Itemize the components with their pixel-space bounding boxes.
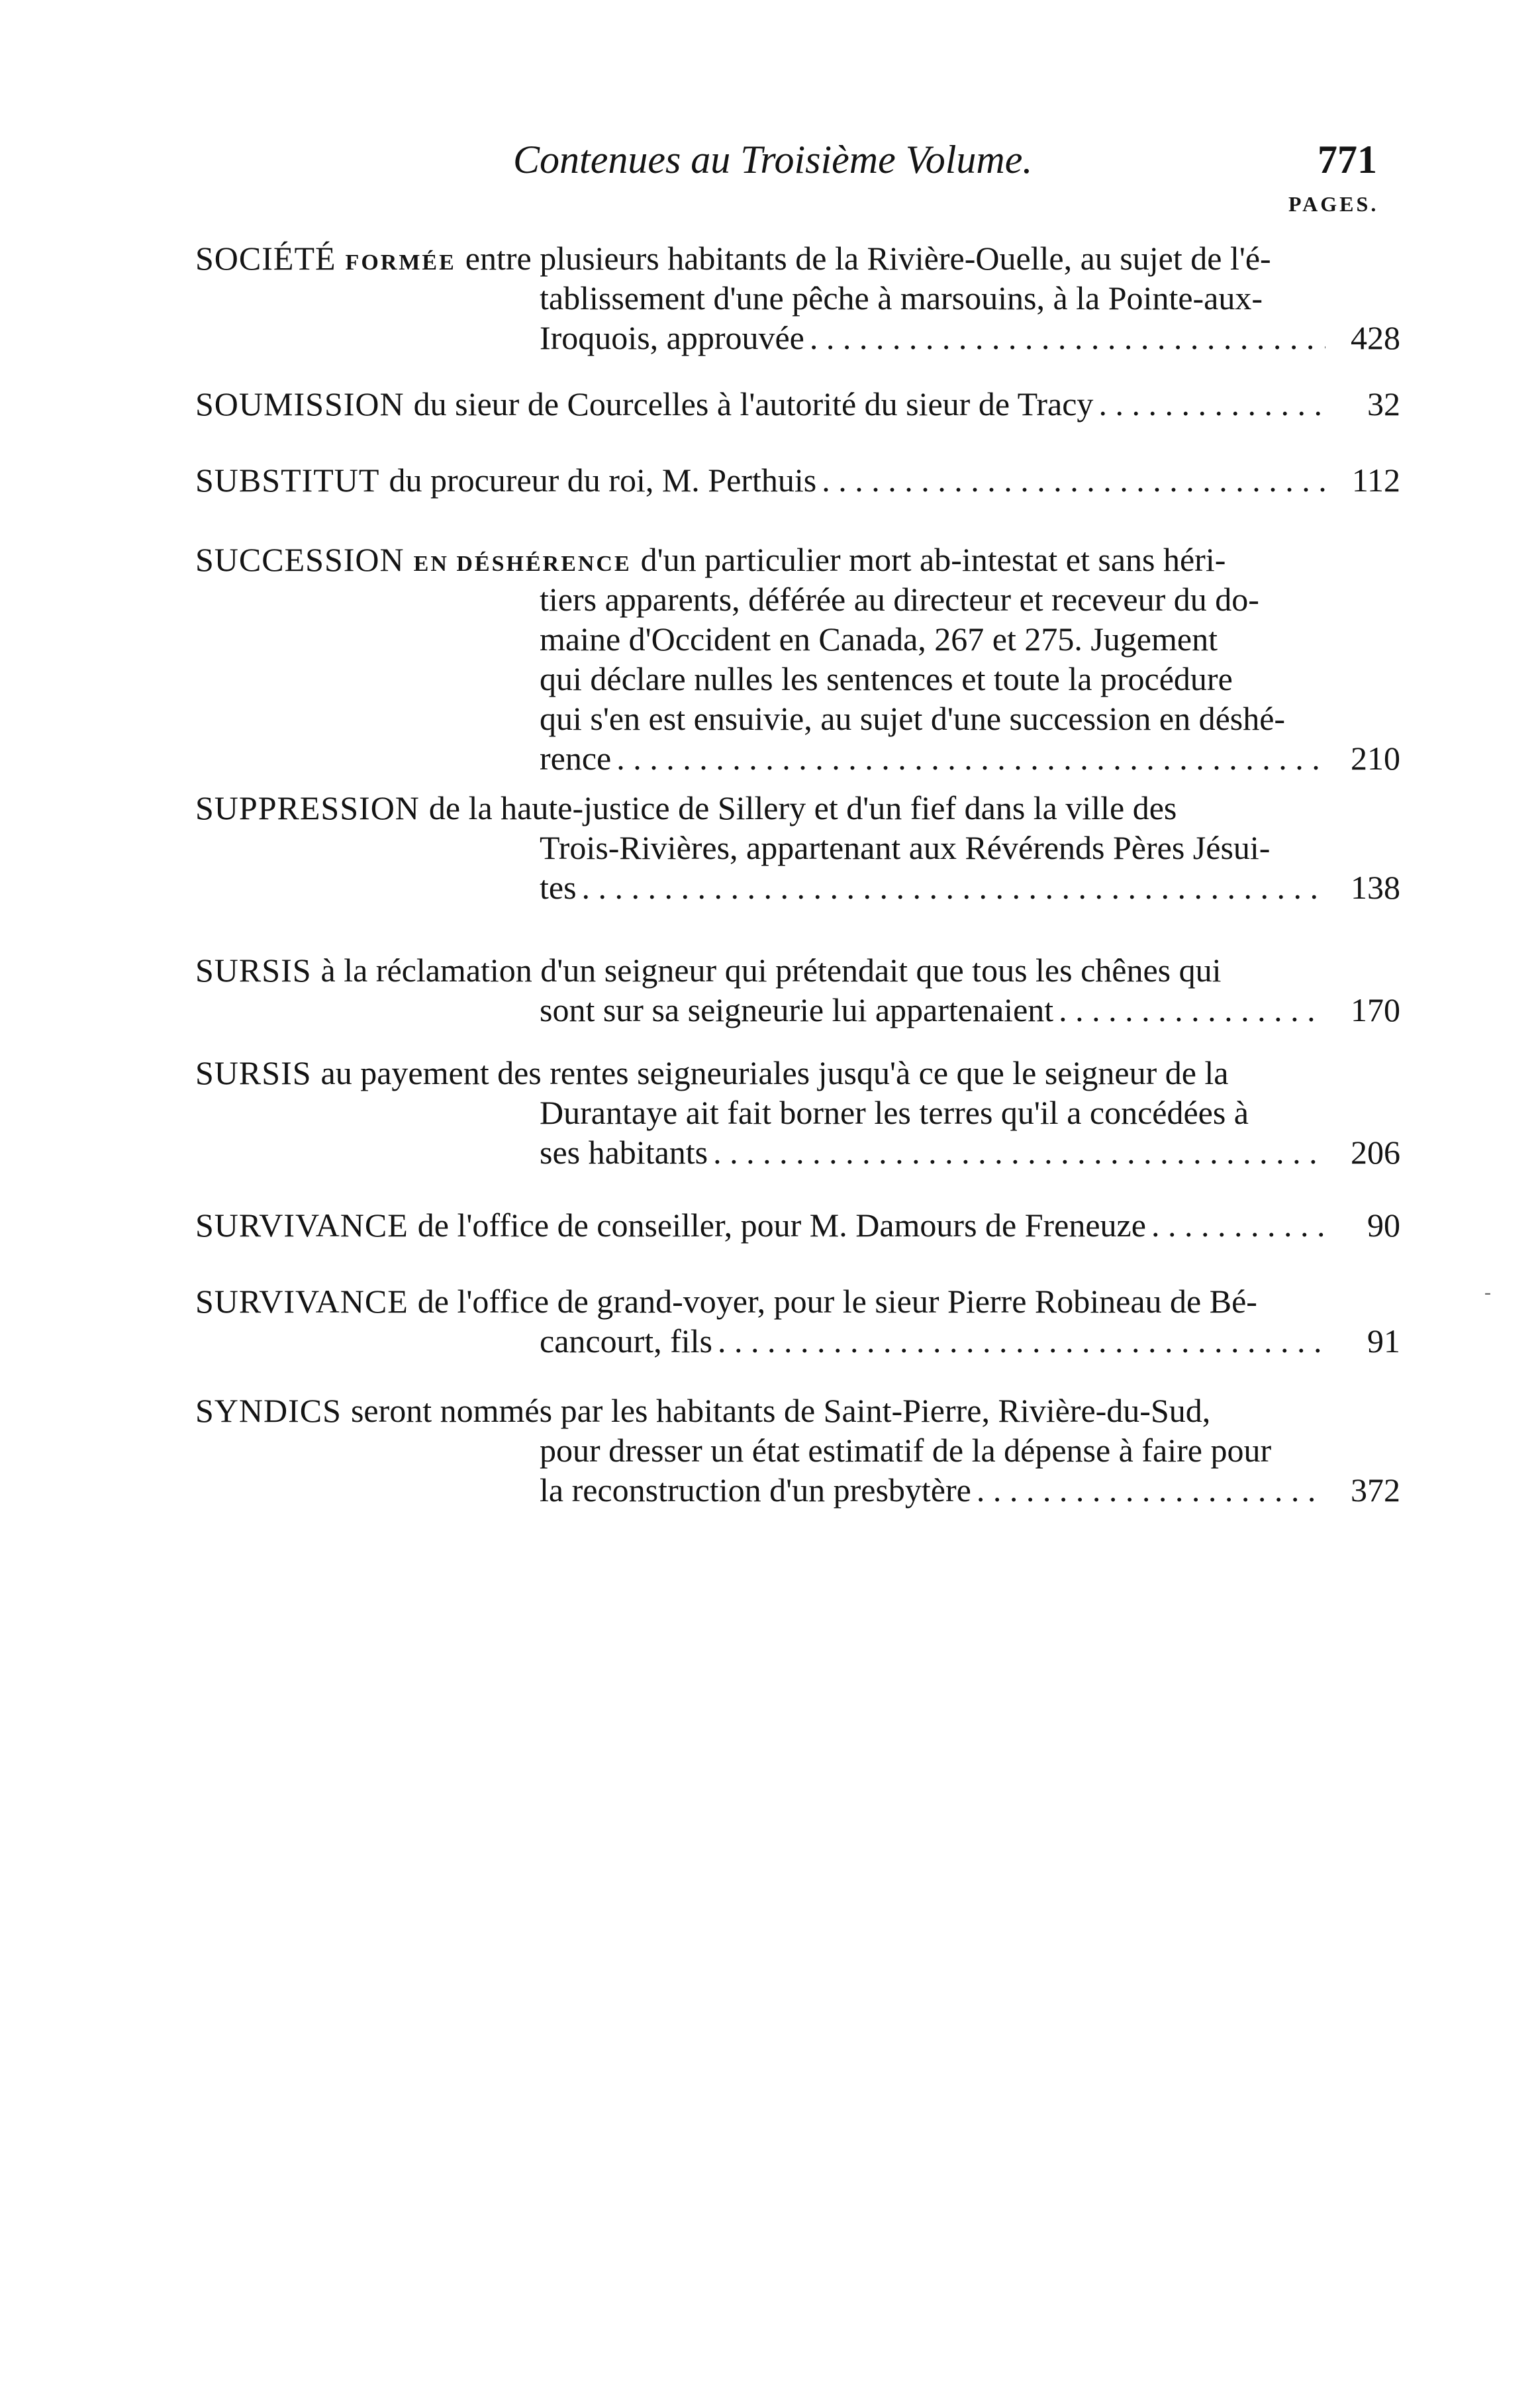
entry-text: Iroquois, approuvée xyxy=(540,319,804,356)
entry-text: de la haute-justice de Sillery et d'un fief dans la ville des xyxy=(428,789,1177,826)
entry-line xyxy=(195,1053,1400,1093)
index-entry xyxy=(195,384,1400,424)
entry-heading: SUBSTITUT xyxy=(195,462,380,499)
entry-line xyxy=(195,868,1400,907)
entry-text: maine d'Occident en Canada, 267 et 275. Jugement xyxy=(540,621,1218,658)
entry-line xyxy=(195,1281,1400,1321)
entry-text: Trois-Rivières, appartenant aux Révérends Pères Jésui- xyxy=(540,829,1271,866)
entry-heading: SUCCESSION xyxy=(195,541,405,578)
entry-text: de l'office de conseiller, pour M. Damours de Freneuze xyxy=(417,1207,1146,1244)
entry-heading: SYNDICS xyxy=(195,1392,342,1429)
entry-line xyxy=(195,238,1400,278)
page-reference: 112 xyxy=(1351,462,1400,499)
index-entry xyxy=(195,238,1400,358)
running-title: Contenues au Troisième Volume. xyxy=(513,138,1033,181)
dot-leader xyxy=(1059,990,1325,1030)
entry-text: du sieur de Courcelles à l'autorité du sieur de Tracy xyxy=(413,385,1094,422)
entry-heading: SURSIS xyxy=(195,952,312,989)
pages-column-label: PAGES. xyxy=(1288,192,1379,216)
dot-leader xyxy=(822,460,1325,500)
entry-line xyxy=(195,540,1400,579)
dot-leader xyxy=(1151,1205,1325,1245)
page-reference: 428 xyxy=(1351,319,1400,356)
entry-line xyxy=(195,1205,1400,1245)
index-entry xyxy=(195,788,1400,907)
entry-text: sont sur sa seigneurie lui appartenaient xyxy=(540,991,1054,1028)
entry-text: ses habitants xyxy=(540,1134,708,1171)
dot-leader xyxy=(1098,384,1325,424)
entry-line xyxy=(195,1093,1400,1132)
entry-text: la reconstruction d'un presbytère xyxy=(540,1471,971,1509)
entry-text: à la réclamation d'un seigneur qui prétendait que tous les chênes qui xyxy=(320,952,1222,989)
entry-line xyxy=(195,318,1400,358)
entry-heading: SURVIVANCE xyxy=(195,1207,409,1244)
entry-small-caps: FORMÉE xyxy=(345,250,456,275)
entry-line xyxy=(195,384,1400,424)
entry-line xyxy=(195,619,1400,659)
entry-line xyxy=(195,738,1400,778)
entry-line xyxy=(195,1391,1400,1430)
dot-leader xyxy=(810,318,1325,358)
index-entry xyxy=(195,1205,1400,1245)
entry-line xyxy=(195,1470,1400,1510)
entry-line xyxy=(195,699,1400,738)
page-reference: 91 xyxy=(1367,1322,1400,1360)
entry-heading: SUPPRESSION xyxy=(195,789,420,826)
page-reference: 32 xyxy=(1367,385,1400,422)
dot-leader xyxy=(713,1132,1325,1172)
entry-line xyxy=(195,1132,1400,1172)
page-number: 771 xyxy=(1318,138,1377,181)
entry-text: cancourt, fils xyxy=(540,1322,713,1360)
margin-mark: - xyxy=(1484,1281,1491,1303)
entry-text: seront nommés par les habitants de Saint-Pierre, Rivière-du-Sud, xyxy=(350,1392,1211,1429)
entry-line xyxy=(195,278,1400,318)
entry-heading: SOUMISSION xyxy=(195,385,405,422)
entry-text: Durantaye ait fait borner les terres qu'il a concédées à xyxy=(540,1094,1249,1131)
page-reference: 138 xyxy=(1351,869,1400,906)
entry-text: du procureur du roi, M. Perthuis xyxy=(389,462,817,499)
page-reference: 90 xyxy=(1367,1207,1400,1244)
entry-text: qui s'en est ensuivie, au sujet d'une succession en déshé- xyxy=(540,700,1286,737)
entry-line xyxy=(195,788,1400,828)
entry-text: tiers apparents, déférée au directeur et receveur du do- xyxy=(540,581,1259,618)
entry-line xyxy=(195,579,1400,619)
entry-text: pour dresser un état estimatif de la dépense à faire pour xyxy=(540,1432,1272,1469)
page-reference: 170 xyxy=(1351,991,1400,1028)
dot-leader xyxy=(582,868,1325,907)
entry-line xyxy=(195,659,1400,699)
index-entry xyxy=(195,1281,1400,1361)
entry-small-caps: EN DÉSHÉRENCE xyxy=(413,552,632,576)
index-entry xyxy=(195,460,1400,500)
index-entry xyxy=(195,950,1400,1030)
entry-line xyxy=(195,460,1400,500)
entry-text: d'un particulier mort ab-intestat et sans héri- xyxy=(640,541,1226,578)
entry-heading: SOCIÉTÉ xyxy=(195,240,336,277)
entry-heading: SURVIVANCE xyxy=(195,1283,409,1320)
entry-text: rence xyxy=(540,740,612,777)
entry-line xyxy=(195,990,1400,1030)
entry-text: entre plusieurs habitants de la Rivière-Ouelle, au sujet de l'é- xyxy=(465,240,1271,277)
entry-text: tes xyxy=(540,869,577,906)
dot-leader xyxy=(977,1470,1325,1510)
dot-leader xyxy=(616,738,1325,778)
index-entry xyxy=(195,1053,1400,1172)
page-reference: 206 xyxy=(1351,1134,1400,1171)
index-entry xyxy=(195,540,1400,778)
page-reference: 210 xyxy=(1351,740,1400,777)
entry-text: qui déclare nulles les sentences et toute la procédure xyxy=(540,660,1233,697)
index-entry xyxy=(195,1391,1400,1510)
entry-heading: SURSIS xyxy=(195,1054,312,1091)
page-reference: 372 xyxy=(1351,1471,1400,1509)
entry-text: tablissement d'une pêche à marsouins, à la Pointe-aux- xyxy=(540,279,1263,317)
dot-leader xyxy=(718,1321,1325,1361)
entry-line xyxy=(195,1321,1400,1361)
page-header xyxy=(0,130,1540,189)
entry-line xyxy=(195,828,1400,868)
entry-text: au payement des rentes seigneuriales jusqu'à ce que le seigneur de la xyxy=(320,1054,1229,1091)
entry-line xyxy=(195,1430,1400,1470)
entry-line xyxy=(195,950,1400,990)
entry-text: de l'office de grand-voyer, pour le sieur Pierre Robineau de Bé- xyxy=(417,1283,1257,1320)
